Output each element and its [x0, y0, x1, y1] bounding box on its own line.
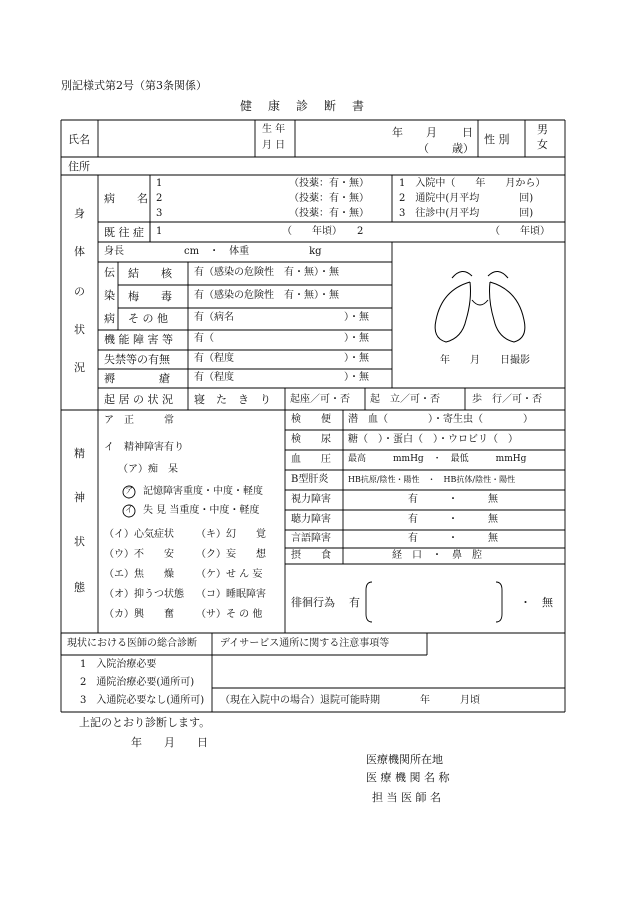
infect-side-3: 病 — [104, 312, 115, 325]
birth-label-2: 月 日 — [262, 140, 286, 151]
bp-label: 血 圧 — [291, 454, 331, 465]
diag-option-1: 1 入院治療必要 — [80, 659, 157, 670]
symptom-3a: （エ）焦 燥 — [104, 569, 174, 580]
certify-text: 上記のとおり診断します。 — [79, 716, 211, 729]
speech-value: 有 ・ 無 — [408, 533, 498, 544]
birth-label-1: 生 年 — [262, 124, 286, 135]
mental-side-label-3: 状 — [74, 535, 85, 548]
plum-value: 有（感染の危険性 有・無）・無 — [194, 290, 339, 301]
clinic-name-label: 医 療 機 関 名 称 — [366, 771, 450, 784]
body-side-label-1: 身 — [74, 207, 85, 220]
body-side-label-2: 体 — [74, 245, 85, 258]
adl-walking: 歩 行／可・否 — [472, 394, 542, 405]
adl-label: 起 居 の 状 況 — [104, 393, 173, 406]
symptom-4a: （オ）抑うつ状態 — [104, 589, 184, 600]
disease-label: 病 名 — [104, 192, 148, 205]
vision-label: 視力障害 — [291, 494, 331, 505]
other-value: 有（病名 ）・無 — [194, 312, 369, 323]
doctor-name-label: 担 当 医 師 名 — [372, 791, 441, 804]
symptom-3b: （ケ）せ ん 妄 — [196, 569, 263, 580]
disease-1-no: 1 — [156, 178, 163, 189]
func-label: 機 能 障 害 等 — [104, 333, 173, 346]
tb-value: 有（感染の危険性 有・無）・無 — [194, 267, 339, 278]
speech-label: 言語障害 — [291, 533, 331, 544]
tb-label: 結 核 — [128, 267, 172, 280]
age-open: （ — [418, 142, 429, 155]
discharge-time: （現在入院中の場合）退院可能時期 年 月頃 — [220, 695, 480, 706]
wander-label: 徘徊行為 — [291, 596, 335, 609]
intake-label: 摂 食 — [291, 550, 331, 561]
incont-label: 失禁等の有無 — [104, 353, 170, 366]
symptom-5b: （サ）そ の 他 — [196, 609, 263, 620]
memory-severity: 記憶障害重度・中度・軽度 — [143, 486, 263, 497]
age-close: 歳） — [452, 142, 474, 155]
history-1: 1 — [156, 226, 163, 237]
address-label: 住所 — [68, 160, 90, 173]
infect-side-2: 染 — [104, 289, 115, 302]
disease-2-no: 2 — [156, 193, 163, 204]
hearing-value: 有 ・ 無 — [408, 514, 498, 525]
diag-option-2: 2 通院治療必要(通所可) — [80, 677, 195, 688]
adl-sitting: 起座／可・否 — [290, 394, 350, 405]
clinic-address-label: 医療機関所在地 — [366, 753, 443, 766]
history-2: （ 年頃） 2 — [282, 226, 364, 237]
diag-label: 現状における医師の総合診断 — [67, 638, 197, 649]
hospital-status-1: 1 入院中（ 年 月から） — [399, 178, 546, 189]
chest-xray-diagram — [435, 271, 525, 342]
xray-caption: 年 月 日撮影 — [440, 355, 530, 366]
wander-bracket-right — [496, 582, 502, 622]
adl-standing: 起 立／可・否 — [370, 394, 440, 405]
adl-bedridden: 寝 た き り — [194, 393, 271, 406]
disorient-severity: 失 見 当重度・中度・軽度 — [143, 505, 260, 516]
incont-value: 有（程度 ）・無 — [194, 353, 369, 364]
mental-normal: ア 正 常 — [104, 415, 174, 426]
disease-3-med: （投薬：有・無） — [289, 208, 369, 219]
circle-i-label: イ — [125, 505, 133, 514]
disease-3-no: 3 — [156, 208, 163, 219]
stool-value: 潜 血（ ）・寄生虫（ ） — [348, 414, 533, 425]
bedsore-label: 褥 瘡 — [104, 372, 170, 385]
body-side-label-3: の — [74, 285, 85, 298]
month-label: 月 — [426, 126, 437, 139]
func-value: 有（ ）・無 — [194, 333, 369, 344]
hep-label: B型肝炎 — [291, 474, 329, 485]
sex-label: 性 別 — [484, 133, 510, 146]
intake-value: 経 口 ・ 鼻 腔 — [392, 550, 482, 561]
history-3: （ 年頃） — [490, 226, 550, 237]
disease-1-med: （投薬：有・無） — [289, 178, 369, 189]
name-label: 氏名 — [68, 133, 90, 146]
mental-side-label-1: 精 — [74, 447, 85, 460]
form-number: 別記様式第2号（第3条関係） — [61, 79, 207, 92]
bedsore-value: 有（程度 ）・無 — [194, 372, 369, 383]
hep-value: HB抗原/陰性・陽性 ・ HB抗体/陰性・陽性 — [348, 475, 516, 484]
mental-side-label-4: 態 — [74, 581, 85, 594]
urine-label: 検 尿 — [291, 434, 331, 445]
wander-bracket-left — [366, 582, 372, 622]
wander-no: ・ 無 — [520, 596, 553, 609]
symptom-2a: （ウ）不 安 — [104, 549, 174, 560]
symptom-5a: （カ）興 奮 — [104, 609, 174, 620]
certify-date: 年 月 日 — [131, 736, 208, 749]
symptom-2b: （ク）妄 想 — [196, 549, 266, 560]
circle-a-label: ア — [125, 486, 133, 495]
day-label: 日 — [462, 126, 473, 139]
sex-female: 女 — [537, 138, 548, 151]
page-title: 健 康 診 断 書 — [240, 99, 367, 113]
symptom-1b: （キ）幻 覚 — [196, 529, 266, 540]
urine-value: 糖（ ）・蛋白（ ）・ウロビリ（ ） — [348, 434, 518, 445]
hearing-label: 聴力障害 — [291, 514, 331, 525]
hospital-status-2: 2 通院中(月平均 回) — [399, 193, 534, 204]
sex-male: 男 — [537, 123, 548, 136]
other-label: そ の 他 — [128, 312, 168, 325]
symptom-4b: （コ）睡眠障害 — [196, 589, 266, 600]
bp-value: 最高 mmHg ・ 最低 mmHg — [348, 454, 527, 464]
history-label: 既 往 症 — [104, 226, 144, 239]
vision-value: 有 ・ 無 — [408, 494, 498, 505]
height-weight: 身長 cm ・ 体重 kg — [104, 246, 322, 257]
stool-label: 検 便 — [291, 414, 331, 425]
wander-yes: 有 — [349, 596, 360, 609]
body-side-label-5: 況 — [74, 361, 85, 374]
year-label: 年 — [392, 126, 403, 139]
mental-side-label-2: 神 — [74, 491, 85, 504]
symptom-1a: （イ）心気症状 — [104, 529, 174, 540]
mental-disorder: イ 精神障害有り — [104, 442, 184, 453]
infect-side-1: 伝 — [104, 266, 115, 279]
hospital-status-3: 3 往診中(月平均 回) — [399, 208, 534, 219]
body-side-label-4: 状 — [74, 323, 85, 336]
mental-dementia: （ア）痴 呆 — [118, 464, 178, 475]
notes-label: デイサービス通所に関する注意事項等 — [220, 638, 390, 649]
diag-option-3: 3 入通院必要なし(通所可) — [80, 695, 205, 706]
disease-2-med: （投薬：有・無） — [289, 193, 369, 204]
plum-label: 梅 毒 — [128, 290, 172, 303]
